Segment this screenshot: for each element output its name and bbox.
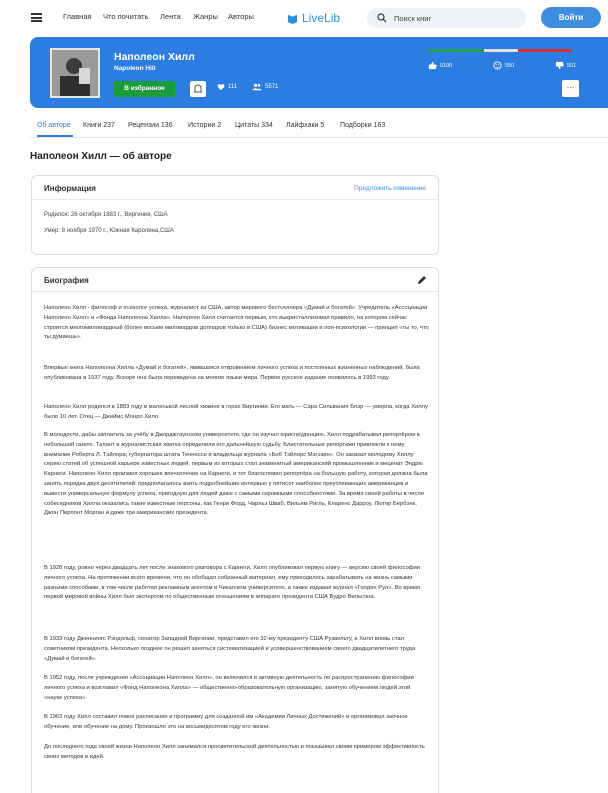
- search-input[interactable]: [367, 8, 526, 28]
- bio-paragraph: Впервые книга Наполеона Хилла «Думай и богатей», явившаяся откровением личного успеха и постоянных жизненных наблюдений, была опубликована в 1937 году. Вскоре она была переведена на многие языки мира. Первое русское издание появилось в 1993 году.: [44, 365, 420, 381]
- users-icon: [252, 83, 262, 91]
- nav-what-to-read[interactable]: Что почитать: [103, 12, 149, 21]
- followers-stat[interactable]: [252, 83, 278, 91]
- heart-icon: [217, 83, 225, 91]
- tab-stories[interactable]: Истории 2: [188, 122, 222, 129]
- author-header: [30, 37, 608, 108]
- search-icon: [377, 13, 387, 23]
- birth-info: Родился: 26 октября 1883 г., Виргиния, США: [44, 212, 168, 218]
- more-button[interactable]: [562, 80, 579, 97]
- bio-paragraph: В молодости, дабы заплатить за учёбу в Джорджтаунском университете, где он изучал юриспруденцию, Хилл подрабатывал репортёром в небольшой газете. Талант и журналистская хватка определили его дальнейшую судьбу. Блистательные репортажи привлекли к нему внимание Роберта Л. Тэйлора, губернатора штата Теннесси и владельца журнала «Боб Тэйлорс Мэгэзин». Он заказал молодому Хиллу серию статей об успешной карьере известных людей, первым из которых стал знаменитый американский промышленник и меценат Эндрю Карнеги. Наполеон Хилл произвел хорошее впечатление на Карнеги, и тот благословил репортёра на большую работу, которая должна была занять порядка двух десятилетий: предполагалось взять подробнейшие интервью у пятисот наиболее преуспевающих американцев и вывести универсальную формулу успеха, пригодную для людей даже с самыми скромными способностями. За время своей работы в числе собеседников Хилла оказались такие известные персоны, как Генри Форд, Чарльз Шваб, Вильям Ригль, Кларенс Дарроу, Лютер Бербэнк, Джон Пирпонт Морган и даже три американских президента.: [44, 432, 428, 517]
- rating-negative-count: 551: [567, 62, 577, 69]
- suggest-change-link[interactable]: Предложить изменение: [354, 185, 426, 192]
- tab-collections[interactable]: Подборки 163: [340, 122, 386, 129]
- tab-lifehacks[interactable]: Лайфхаки 5: [286, 122, 325, 129]
- bio-paragraph: До последнего года своей жизни Наполеон Хилл занимался просветительской деятельностью и показывал своим примером эффективность своих методов и идей.: [44, 744, 425, 760]
- tabs-divider: [30, 137, 608, 138]
- bio-paragraph: Наполеон Хилл родился в 1883 году в маленькой лесной хижине в горах Виргинии. Его мать — Сара Сильвания Блэр — умерла, когда Хиллу было 10 лет. Отец — Джеймс Монро Хилл.: [44, 404, 428, 420]
- logo-text: LiveLib: [302, 11, 341, 25]
- info-card-header: [32, 176, 438, 200]
- rating-neutral[interactable]: [493, 61, 514, 70]
- rating-positive-count: 5100: [440, 62, 453, 69]
- bio-paragraph: В 1933 году Дженнингс Рэндольф, сенатор Западной Виргинии, представил его 32-му президенту США Рузвельту, и Хилл вновь стал советником президента. Несколько позднее он решил заняться систематизацией и усовершенствованием своего двадцатилетнего труда «Думай и богатей».: [44, 636, 416, 662]
- tab-about[interactable]: Об авторе: [37, 122, 71, 129]
- top-bar: [0, 0, 608, 36]
- nav-home[interactable]: Главная: [63, 12, 92, 21]
- death-info: Умер: 8 ноября 1970 г., Южная Каролина,США: [44, 228, 174, 234]
- bio-paragraph: Наполеон Хилл - философ и психолог успеха, журналист из США, автор мирового бестселлера «Думай и богатей». Учредитель «Ассоциации Наполеон Хилл» и «Фонда Наполеона Хилла». Наполеон Хилл считается первым, кто выкристаллизовал правило, на котором сейчас строится многомиллиардный (более восьми миллиардов долларов только в США) бизнес мотивации и поп-психологии — принцип «ты то, что ты думаешь».: [44, 305, 429, 341]
- bell-button[interactable]: [190, 81, 206, 97]
- biography-card: [31, 267, 439, 793]
- page-title: Наполеон Хилл — об авторе: [30, 151, 172, 162]
- nav-feed[interactable]: Лента: [160, 12, 181, 21]
- rating-bar: [428, 49, 572, 52]
- tab-quotes[interactable]: Цитаты 334: [235, 122, 273, 129]
- more-icon: …: [566, 81, 575, 90]
- author-name-latin: Napoleon Hill: [114, 65, 156, 72]
- followers-count: 5571: [265, 84, 279, 90]
- logo[interactable]: [287, 10, 340, 26]
- bell-icon: [190, 81, 206, 97]
- likes-count: 111: [228, 84, 238, 90]
- search-placeholder: Поиск книг: [394, 13, 432, 23]
- thumb-down-icon: [555, 61, 564, 70]
- edit-icon[interactable]: [417, 275, 427, 285]
- author-name: Наполеон Хилл: [114, 51, 195, 63]
- logo-icon: [287, 13, 298, 24]
- rating-negative[interactable]: [555, 61, 576, 70]
- menu-icon[interactable]: [31, 13, 42, 22]
- neutral-face-icon: [493, 61, 502, 70]
- biography-card-header: [32, 268, 438, 292]
- info-card: [31, 175, 439, 255]
- thumb-up-icon: [428, 61, 437, 70]
- rating-positive[interactable]: [428, 61, 452, 70]
- nav-genres[interactable]: Жанры: [193, 12, 218, 21]
- bio-paragraph: В 1928 году, ровно через двадцать лет после знакового разговора с Карнеги, Хилл опубликовал первую книгу — версию своей философии личного успеха. На протяжении всего времени, что он обобщал собранный материал, ему приходилось зарабатывать на жизнь самыми разными способами, в том числе работая рекламным агентом в Чикагском университете, а также издавая журнал «Голден Рул». Во время первой мировой войны Хилл был экспертом по общественным отношениям в аппарате президента США Вудро Вильсона.: [44, 565, 421, 601]
- bio-paragraph: В 1952 году, после учреждения «Ассоциации Наполеон Хилл», он включился в активную деятельность по распространению философии личного успеха и возглавил «Фонд Наполеона Хилла» — общественно-образовательную организацию, занятую обучением людей этой «науке успеха».: [44, 675, 414, 701]
- add-favorite-button[interactable]: В избранное: [114, 81, 175, 97]
- author-photo: [50, 48, 100, 98]
- tab-books[interactable]: Книги 237: [83, 122, 115, 129]
- login-button[interactable]: Войти: [541, 7, 601, 28]
- info-title: Информация: [44, 184, 96, 193]
- likes-stat[interactable]: [217, 83, 237, 91]
- biography-title: Биография: [44, 276, 89, 285]
- bio-paragraph: В 1963 году Хилл составил новое расписание и программу для созданной им «Академии Личных Достижений» и организовал заочное обучение, или обучение на дому. Произошло это на восьмидесятом году его жизни.: [44, 714, 408, 730]
- nav-authors[interactable]: Авторы: [228, 12, 254, 21]
- rating-neutral-count: 550: [505, 62, 515, 69]
- tab-reviews[interactable]: Рецензии 136: [128, 122, 173, 129]
